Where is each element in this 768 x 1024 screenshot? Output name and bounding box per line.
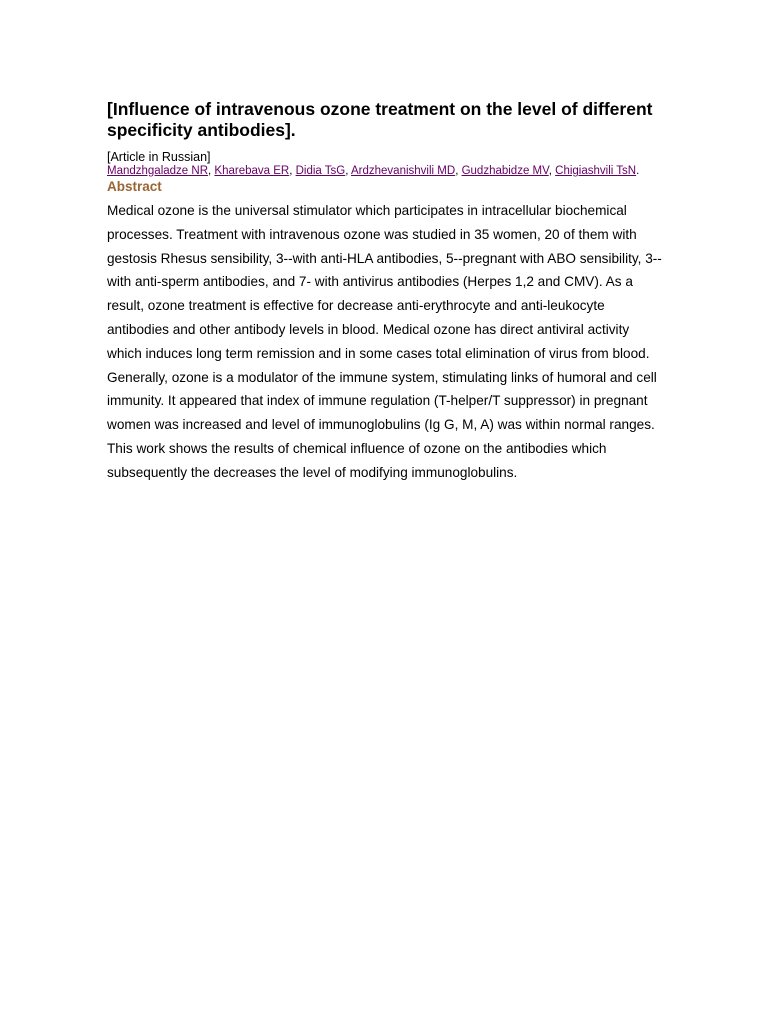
language-note: [Article in Russian] [107,150,211,164]
author-separator: , [455,165,462,177]
author-link[interactable]: Ardzhevanishvili MD [351,165,456,177]
author-list [107,164,663,178]
author-link[interactable]: Chigiashvili TsN [555,165,637,177]
author-terminator: . [636,165,640,177]
author-link[interactable]: Mandzhgaladze NR [107,165,209,177]
author-link[interactable]: Gudzhabidze MV [461,165,549,177]
author-separator: , [548,165,556,177]
author-link[interactable]: Didia TsG [295,165,346,177]
abstract-text: Medical ozone is the universal stimulator which participates in intracellular biochemical processes. Treatment with intravenous ozone was studied in 35 women, 20 of them with gestosis Rhesus sensibility, 3--with anti-HLA antibodies, 5--pregnant with ABO sensibility, 3--with anti-sperm antibodies, and 7- with antivirus antibodies (Herpes 1,2 and CMV). As a result, ozone treatment is effective for decrease anti-erythrocyte and anti-leukocyte antibodies and other antibody levels in blood. Medical ozone has direct antiviral activity which induces long term remission and in some cases total elimination of virus from blood. Generally, ozone is a modulator of the immune system, stimulating links of humoral and cell immunity. It appeared that index of immune regulation (T-helper/T suppressor) in pregnant women was increased and level of immunoglobulins (Ig G, M, A) was within normal ranges. This work shows the results of chemical influence of ozone on the antibodies which subsequently the decreases the level of modifying immunoglobulins. [107,203,662,480]
author-link[interactable]: Kharebava ER [214,165,290,177]
abstract-heading: Abstract [107,179,162,194]
author-separator: , [345,165,351,177]
author-separator: , [208,165,215,177]
article [107,99,663,485]
author-separator: , [289,165,296,177]
article-title: [Influence of intravenous ozone treatment on the level of different specificity antibodies]. [107,99,653,140]
